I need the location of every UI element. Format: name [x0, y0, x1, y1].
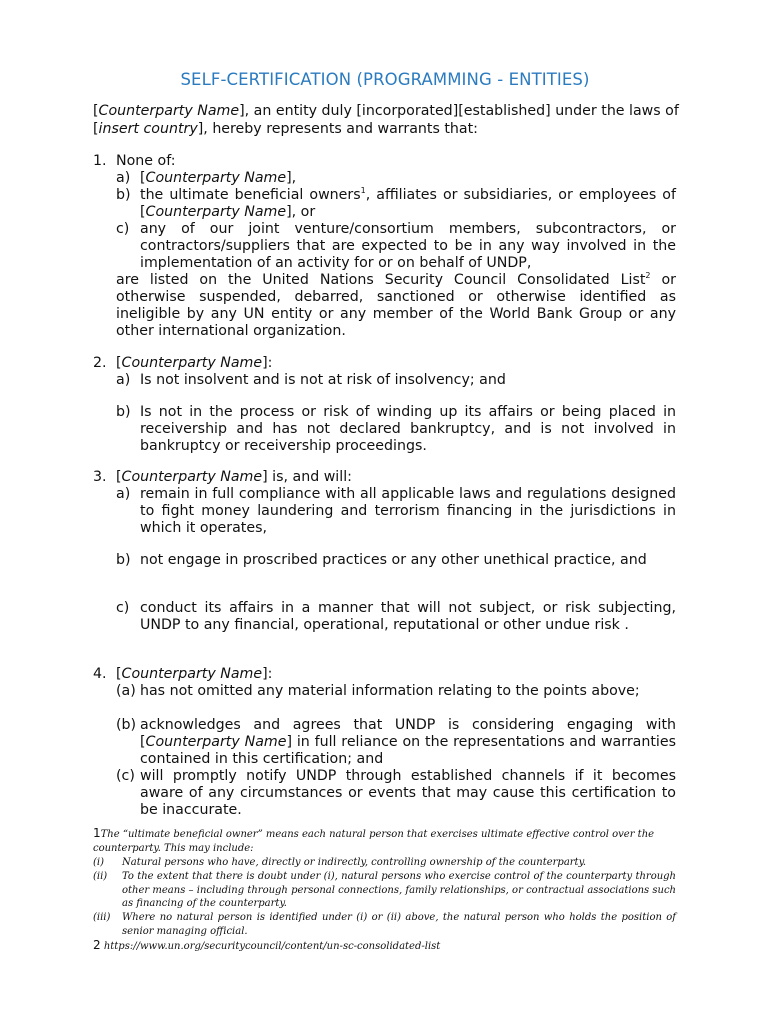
item-label: b) — [116, 187, 131, 203]
section-number: 3. — [93, 469, 107, 485]
item-text: Is not in the process or risk of winding up its affairs or being placed in receivership and has not declared bankruptcy, and is not involved in bankruptcy or receivership proceedings. — [140, 404, 676, 454]
footnote-number: 1 — [93, 826, 101, 840]
footnote-ref-2: 2 — [645, 271, 651, 280]
item-label: c) — [116, 221, 130, 237]
intro-paragraph: [Counterparty Name], an entity duly [incorporated][established] under the laws of [insert country], hereby represents and warrants that: — [93, 103, 679, 137]
section-heading: None of: — [116, 153, 176, 169]
document-title: SELF-CERTIFICATION (PROGRAMMING - ENTITIES) — [180, 70, 590, 89]
item-text: has not omitted any material information relating to the points above; — [140, 683, 640, 699]
item-text: will promptly notify UNDP through established channels if it becomes aware of any circumstances or events that may cause this certification to be inaccurate. — [140, 768, 676, 818]
item-label: (b) — [116, 717, 137, 733]
item-text: Is not insolvent and is not at risk of insolvency; and — [140, 372, 506, 388]
section-number: 2. — [93, 355, 107, 371]
item-text: conduct its affairs in a manner that will not subject, or risk subjecting, UNDP to any financial, operational, reputational or other undue risk . — [140, 600, 676, 633]
item-label: (c) — [116, 768, 135, 784]
footnote-link[interactable]: https://www.un.org/securitycouncil/content/un-sc-consolidated-list — [103, 941, 441, 952]
section-heading: [Counterparty Name]: — [116, 666, 273, 682]
item-label: b) — [116, 552, 131, 568]
item-label: a) — [116, 486, 131, 502]
footnote-number: 2 — [93, 938, 101, 952]
section-heading: [Counterparty Name]: — [116, 355, 273, 371]
section-heading: [Counterparty Name] is, and will: — [116, 469, 352, 485]
item-text: acknowledges and agrees that UNDP is considering engaging with [Counterparty Name] in full reliance on the representations and warranties contained in this certification; and — [140, 717, 676, 767]
counterparty-placeholder: Counterparty Name — [98, 103, 240, 119]
footnote-ref-1: 1 — [360, 186, 366, 195]
item-label: a) — [116, 170, 131, 186]
section-1-tail: are listed on the United Nations Security Council Consolidated List$^2$ or otherwise suspended, debarred, sanctioned or otherwise identified as ineligible by any UN entity or any member of the World Bank Group or any other international organization. — [116, 271, 676, 339]
item-text: remain in full compliance with all applicable laws and regulations designed to fight money laundering and terrorism financing in the jurisdictions in which it operates, — [140, 486, 676, 536]
item-text: not engage in proscribed practices or any other unethical practice, and — [140, 552, 647, 568]
item-text: any of our joint venture/consortium members, subcontractors, or contractors/suppliers that are expected to be in any way involved in the implementation of an activity for or on behalf of UNDP, — [140, 221, 676, 271]
footnote-1: 1The “ultimate beneficial owner” means each natural person that exercises ultimate effective control over the counterparty. This may include: — [93, 826, 655, 854]
item-label: b) — [116, 404, 131, 420]
country-placeholder: insert country — [98, 120, 198, 137]
item-text: [Counterparty Name], — [140, 170, 297, 186]
footnote-2 — [93, 939, 676, 954]
document-page: SELF-CERTIFICATION (PROGRAMMING - ENTITIES) [Counterparty Name], an entity duly [incorporated][established] under the laws of [insert country], hereby represents and warrants that: 1. None of: a) [Counterparty Name], b) the ultimate beneficial owners$^1$, affiliates or subsidiaries, or employees of [Counterparty Name], or c) any of our joint venture/consortium members, subcontractors, or contractors/suppliers that are expected to be in any way involved in the implementation of an activity for or on behalf of UNDP, are listed on the United Nations Security Council Consolidated List$^2$ or otherwise suspended, debarred, sanctioned or otherwise identified as ineligible by any UN entity or any member of the World Bank Group or any other international organization. 2. [Counterparty Name]: a) Is not insolvent and is not at risk of insolvency; and b) Is not in the process or risk of winding up its affairs or being placed in receivership and has not declared bankruptcy, and is not involved in bankruptcy or receivership proceedings. 3. [Counterparty Name] is, and will: a) remain in full compliance with all applicable laws and regulations designed to fight money laundering and terrorism financing in the jurisdictions in which it operates, b) not engage in proscribed practices or any other unethical practice, and c) conduct its affairs in a manner that will not subject, or risk subjecting, UNDP to any financial, operational, reputational or other undue risk . 4. [Counterparty Name]: (a) has not omitted any material information relating to the points above; (b) acknowledges and agrees that UNDP is considering engaging with [Counterparty Name] in full reliance on the representations and warranties contained in this certification; and (c) will promptly notify UNDP through established channels if it becomes aware of any circumstances or events that may cause this certification to be inaccurate. 1The “ultimate beneficial owner” means each natural person that exercises ultimate effective control over the counterparty. This may include: (i) Natural persons who have, directly or indirectly, controlling ownership of the counterparty. (ii) To the extent that there is doubt under (i), natural persons who exercise control of the counterparty through other means – including through personal connections, family relationships, or contractual associations such as financing of the counterparty. (iii) Where no natural person is identified under (i) or (ii) above, the natural person who holds the position of senior managing official. 2 https://www.un.org/securitycouncil/content/un-sc-consolidated-list — [0, 0, 770, 1024]
item-label: (a) — [116, 683, 136, 699]
item-text: the ultimate beneficial owners$^1$, affiliates or subsidiaries, or employees of [Counterparty Name], or — [140, 186, 676, 220]
item-label: a) — [116, 372, 131, 388]
section-number: 4. — [93, 666, 107, 682]
item-label: c) — [116, 600, 130, 616]
section-number: 1. — [93, 153, 107, 169]
